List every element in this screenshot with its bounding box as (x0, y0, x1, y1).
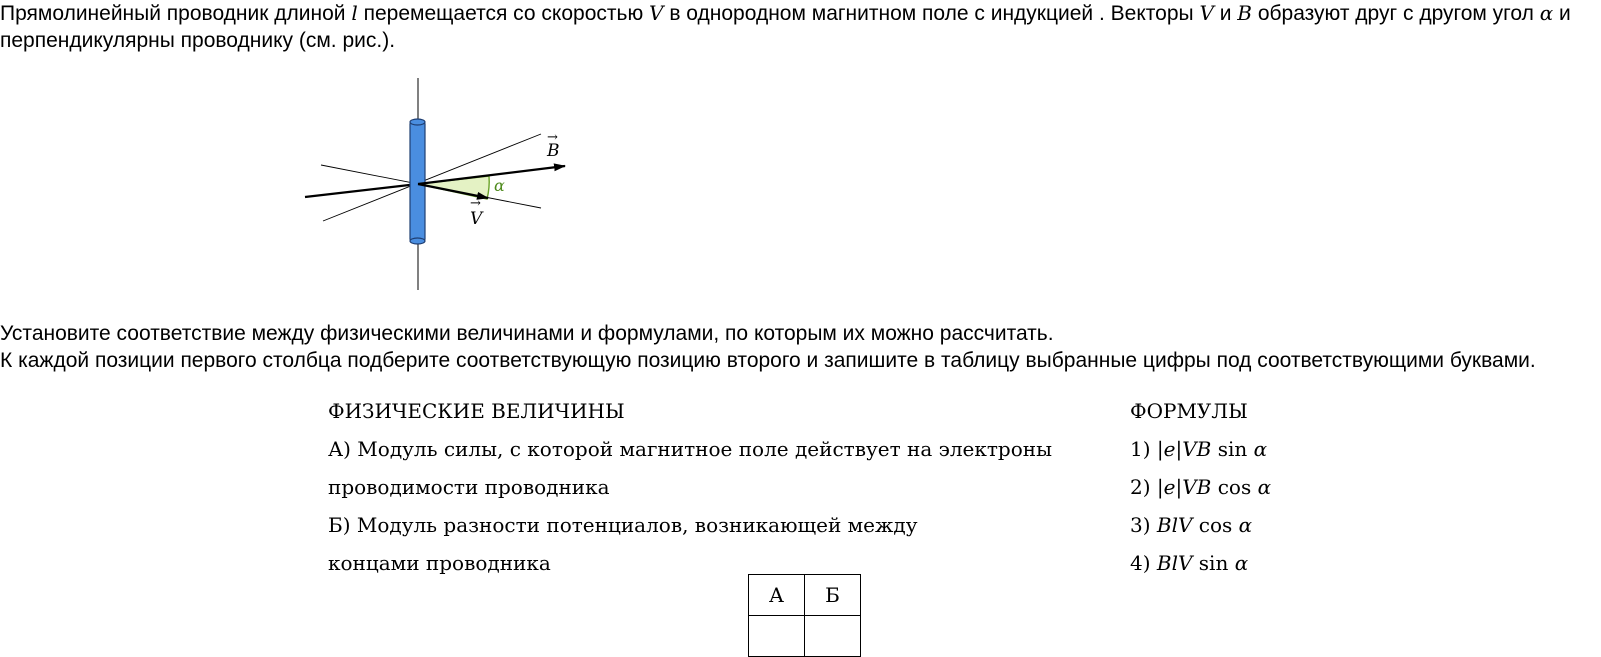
conductor-top (410, 119, 425, 125)
answer-header-b: Б (805, 575, 861, 616)
formula-4-expr: BlV (1156, 551, 1193, 575)
quantity-a-line-2: проводимости проводника (328, 475, 610, 499)
symbol-b: B (1237, 1, 1252, 25)
formula-1-num: 1) (1130, 437, 1157, 461)
answer-table-header-row (749, 575, 861, 616)
symbol-alpha: α (1539, 1, 1554, 25)
formula-2-expr: |e|VB (1156, 475, 1212, 499)
conductor-cylinder (410, 122, 425, 241)
problem-statement (0, 0, 1600, 54)
conductor-bottom (410, 238, 425, 244)
formula-4 (1130, 544, 1370, 582)
task-line-1: Установите соответствие между физическими величинами и формулами, по которым их можно рассчитать. (0, 322, 1054, 345)
symbol-v-2: V (1199, 1, 1214, 25)
formula-4-num: 4) (1130, 551, 1157, 575)
formula-3-arg: α (1238, 513, 1253, 537)
task-instructions (0, 320, 1600, 374)
formula-1-expr: |e|VB (1156, 437, 1212, 461)
intro-text-1: Прямолинейный проводник длиной (0, 2, 352, 25)
task-line-2: К каждой позиции первого столбца подберите соответствующую позицию второго и запишите в таблицу выбранные цифры под соответствующими буквами. (0, 349, 1536, 372)
formulas-header: ФОРМУЛЫ (1130, 399, 1248, 423)
b-label: B (547, 141, 560, 161)
v-arrow-symbol: → (470, 196, 481, 211)
alpha-label: α (494, 176, 505, 195)
formula-3-func: cos (1192, 513, 1239, 537)
formula-4-func: sin (1192, 551, 1235, 575)
formula-4-arg: α (1234, 551, 1249, 575)
answer-header-a: А (749, 575, 805, 616)
formula-1 (1130, 430, 1370, 468)
answer-cell-b[interactable] (805, 616, 861, 657)
formula-1-func: sin (1211, 437, 1254, 461)
intro-text-4: и (1213, 2, 1238, 25)
intro-text-2: перемещается со скоростью (357, 2, 650, 25)
b-arrow-symbol: → (547, 130, 558, 145)
formulas-column (1130, 392, 1370, 582)
symbol-l: l (351, 1, 358, 25)
formula-2-arg: α (1257, 475, 1272, 499)
formula-2-func: cos (1211, 475, 1258, 499)
figure-svg (290, 78, 570, 290)
formula-3-expr: BlV (1156, 513, 1193, 537)
intro-text-6: и перпендикулярны проводнику (см. рис.). (0, 2, 1571, 52)
plane-line-2 (323, 134, 541, 221)
intro-text-5: образуют друг с другом угол (1252, 2, 1540, 25)
conductor-figure (290, 78, 570, 290)
answer-table (748, 574, 861, 657)
quantity-a-line-1: А) Модуль силы, с которой магнитное поле действует на электроны (328, 437, 1053, 461)
formula-2-num: 2) (1130, 475, 1157, 499)
quantities-header: ФИЗИЧЕСКИЕ ВЕЛИЧИНЫ (328, 399, 625, 423)
b-vector-tail (305, 184, 418, 197)
quantity-b-line-1: Б) Модуль разности потенциалов, возникающей между (328, 513, 918, 537)
formula-1-arg: α (1253, 437, 1268, 461)
formula-3 (1130, 506, 1370, 544)
v-label: V (470, 209, 483, 229)
quantity-b-line-2: концами проводника (328, 551, 551, 575)
answer-cell-a[interactable] (749, 616, 805, 657)
intro-text-3: в однородном магнитном поле с индукцией . Векторы (663, 2, 1200, 25)
symbol-v: V (649, 1, 664, 25)
quantities-column (328, 392, 1118, 582)
formula-2 (1130, 468, 1370, 506)
b-vector-arrow (418, 166, 565, 184)
answer-table-input-row (749, 616, 861, 657)
formula-3-num: 3) (1130, 513, 1157, 537)
